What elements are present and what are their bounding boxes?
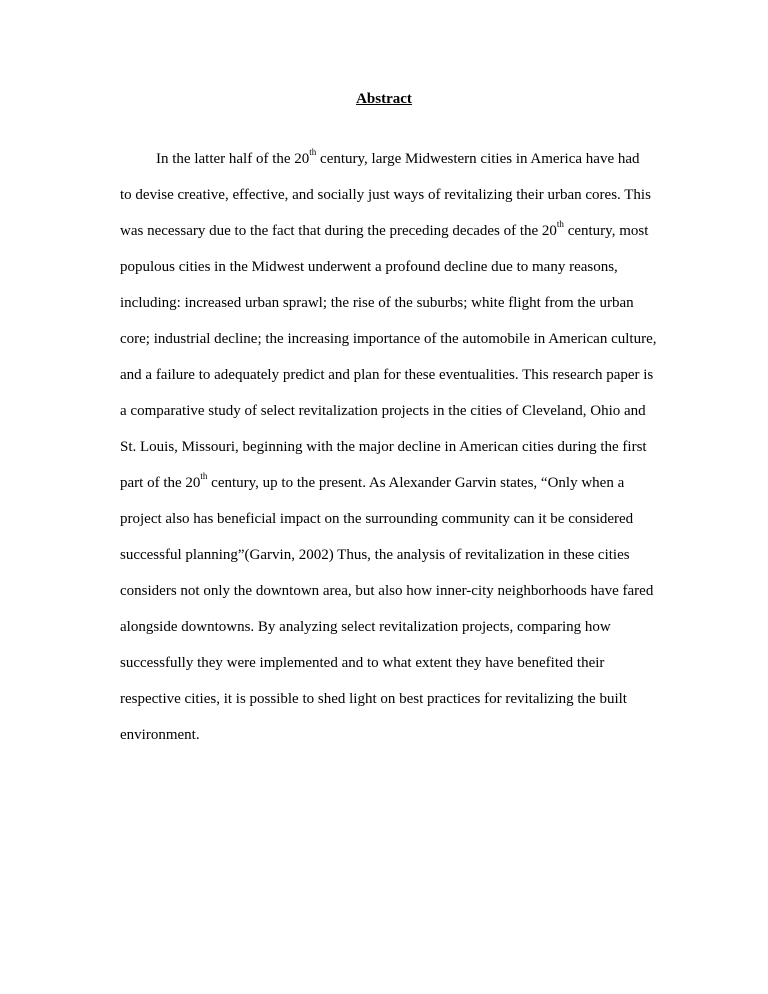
line-text: successfully they were implemented and to what extent they have benefited their — [120, 655, 605, 671]
body-line — [120, 510, 633, 528]
body-line — [120, 726, 200, 744]
line-text: respective cities, it is possible to shed light on best practices for revitalizing the built — [120, 691, 627, 707]
line-text: century, large Midwestern cities in America have had — [316, 151, 640, 167]
body-line — [120, 402, 646, 420]
line-text: alongside downtowns. By analyzing select revitalization projects, comparing how — [120, 619, 611, 635]
line-text: successful planning”(Garvin, 2002) Thus, the analysis of revitalization in these cities — [120, 547, 630, 563]
body-line — [120, 471, 625, 492]
body-line — [120, 366, 653, 384]
line-text: and a failure to adequately predict and plan for these eventualities. This research paper is — [120, 367, 654, 383]
body-line — [120, 690, 627, 708]
line-text: century, most — [563, 223, 649, 239]
line-text: including: increased urban sprawl; the rise of the suburbs; white flight from the urban — [120, 295, 634, 311]
body-line — [156, 147, 640, 168]
line-text: core; industrial decline; the increasing importance of the automobile in American culture, — [120, 331, 657, 347]
line-text: to devise creative, effective, and socially just ways of revitalizing their urban cores. This — [120, 187, 651, 203]
ordinal-suffix: th — [556, 219, 564, 229]
line-text: a comparative study of select revitalization projects in the cities of Cleveland, Ohio and — [120, 403, 646, 419]
body-line — [120, 438, 647, 456]
body-line — [120, 258, 618, 276]
abstract-heading: Abstract — [356, 91, 412, 107]
body-line — [120, 330, 656, 348]
body-line — [120, 186, 651, 204]
ordinal-suffix: th — [309, 147, 317, 157]
body-line — [120, 582, 653, 600]
body-line — [120, 219, 649, 240]
line-text: century, up to the present. As Alexander Garvin states, “Only when a — [207, 475, 625, 491]
line-text: In the latter half of the 20 — [156, 151, 310, 167]
ordinal-suffix: th — [200, 471, 208, 481]
line-text: was necessary due to the fact that during the preceding decades of the 20 — [120, 223, 557, 239]
line-text: environment. — [120, 727, 200, 743]
line-text: populous cities in the Midwest underwent a profound decline due to many reasons, — [120, 259, 618, 275]
line-text: project also has beneficial impact on the surrounding community can it be considered — [120, 511, 634, 527]
body-line — [120, 654, 604, 672]
body-line — [120, 294, 634, 312]
line-text: considers not only the downtown area, but also how inner-city neighborhoods have fared — [120, 583, 654, 599]
body-line — [120, 546, 630, 564]
body-line — [120, 618, 611, 636]
line-text: part of the 20 — [120, 475, 201, 491]
line-text: St. Louis, Missouri, beginning with the major decline in American cities during the first — [120, 439, 647, 455]
